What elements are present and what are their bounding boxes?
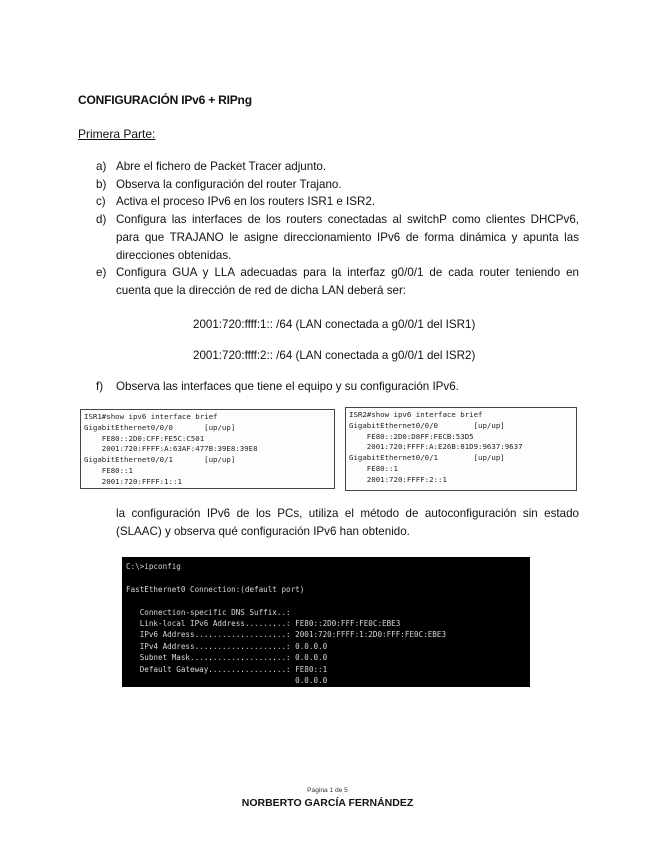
list-marker: c)	[96, 195, 106, 209]
list-item	[96, 176, 579, 194]
document-title: CONFIGURACIÓN IPv6 + RIPng	[78, 93, 252, 107]
list-marker: f)	[96, 380, 104, 393]
instruction-list	[96, 158, 579, 300]
section-heading: Primera Parte:	[78, 127, 156, 141]
list-item-f	[96, 380, 459, 393]
list-marker: b)	[96, 177, 107, 191]
pc-config-paragraph: la configuración IPv6 de los PCs, utiliza el método de autoconfiguración sin estado (SLAAC) y observa qué configuración IPv6 han obtenido.	[116, 507, 579, 538]
isr2-terminal-screenshot: ISR2#show ipv6 interface brief GigabitEthernet0/0/0 [up/up] FE80::2D0:D8FF:FECB:53D5 2001:720:FFFF:A:E26B:81D9:9637:9637 GigabitEthernet0/0/1 [up/up] FE80::1 2001:720:FFFF:2::1	[345, 407, 577, 491]
list-item-text: Observa las interfaces que tiene el equipo y su configuración IPv6.	[116, 380, 459, 393]
page-number: Página 1 de 5	[307, 787, 348, 794]
list-item-text: Activa el proceso IPv6 en los routers ISR1 e ISR2.	[116, 195, 376, 209]
list-item	[96, 211, 579, 264]
list-item-text: Abre el fichero de Packet Tracer adjunto.	[116, 160, 327, 173]
list-item	[96, 193, 579, 211]
list-marker: a)	[96, 160, 107, 173]
list-item-text: Observa la configuración del router Trajano.	[116, 177, 342, 191]
list-item	[96, 264, 579, 299]
network-isr2: 2001:720:ffff:2:: /64 (LAN conectada a g0/0/1 del ISR2)	[193, 349, 476, 362]
list-item-text: Configura GUA y LLA adecuadas para la interfaz g0/0/1 de cada router teniendo en cuenta que la dirección de red de dicha LAN deberá ser:	[116, 266, 579, 297]
ipconfig-console-screenshot: C:\>ipconfig FastEthernet0 Connection:(default port) Connection-specific DNS Suffix..: Link-local IPv6 Address.........: FE80::2D0:FFF:FE0C:EBE3 IPv6 Address....................: 2001:720:FFFF:1:2D0:FFF:FE0C:EBE3 IPv4 Address....................: 0.0.0.0 Subnet Mask.....................: 0.0.0.0 Default Gateway.................: FE80::1 0.0.0.0	[122, 557, 530, 687]
list-marker: d)	[96, 213, 107, 227]
list-item-text: Configura las interfaces de los routers conectadas al switchP como clientes DHCPv6, para que TRAJANO le asigne direccionamiento IPv6 de forma dinámica y apunta las direcciones obtenidas.	[116, 213, 579, 262]
network-isr1: 2001:720:ffff:1:: /64 (LAN conectada a g0/0/1 del ISR1)	[193, 318, 476, 331]
list-item	[96, 158, 579, 176]
isr1-terminal-screenshot: ISR1#show ipv6 interface brief GigabitEthernet0/0/0 [up/up] FE80::2D0:CFF:FE5C:C501 2001:720:FFFF:A:63AF:477B:39E8:39E8 GigabitEthernet0/0/1 [up/up] FE80::1 2001:720:FFFF:1::1	[80, 409, 335, 489]
list-marker: e)	[96, 266, 107, 280]
author-name: NORBERTO GARCÍA FERNÁNDEZ	[241, 797, 414, 809]
